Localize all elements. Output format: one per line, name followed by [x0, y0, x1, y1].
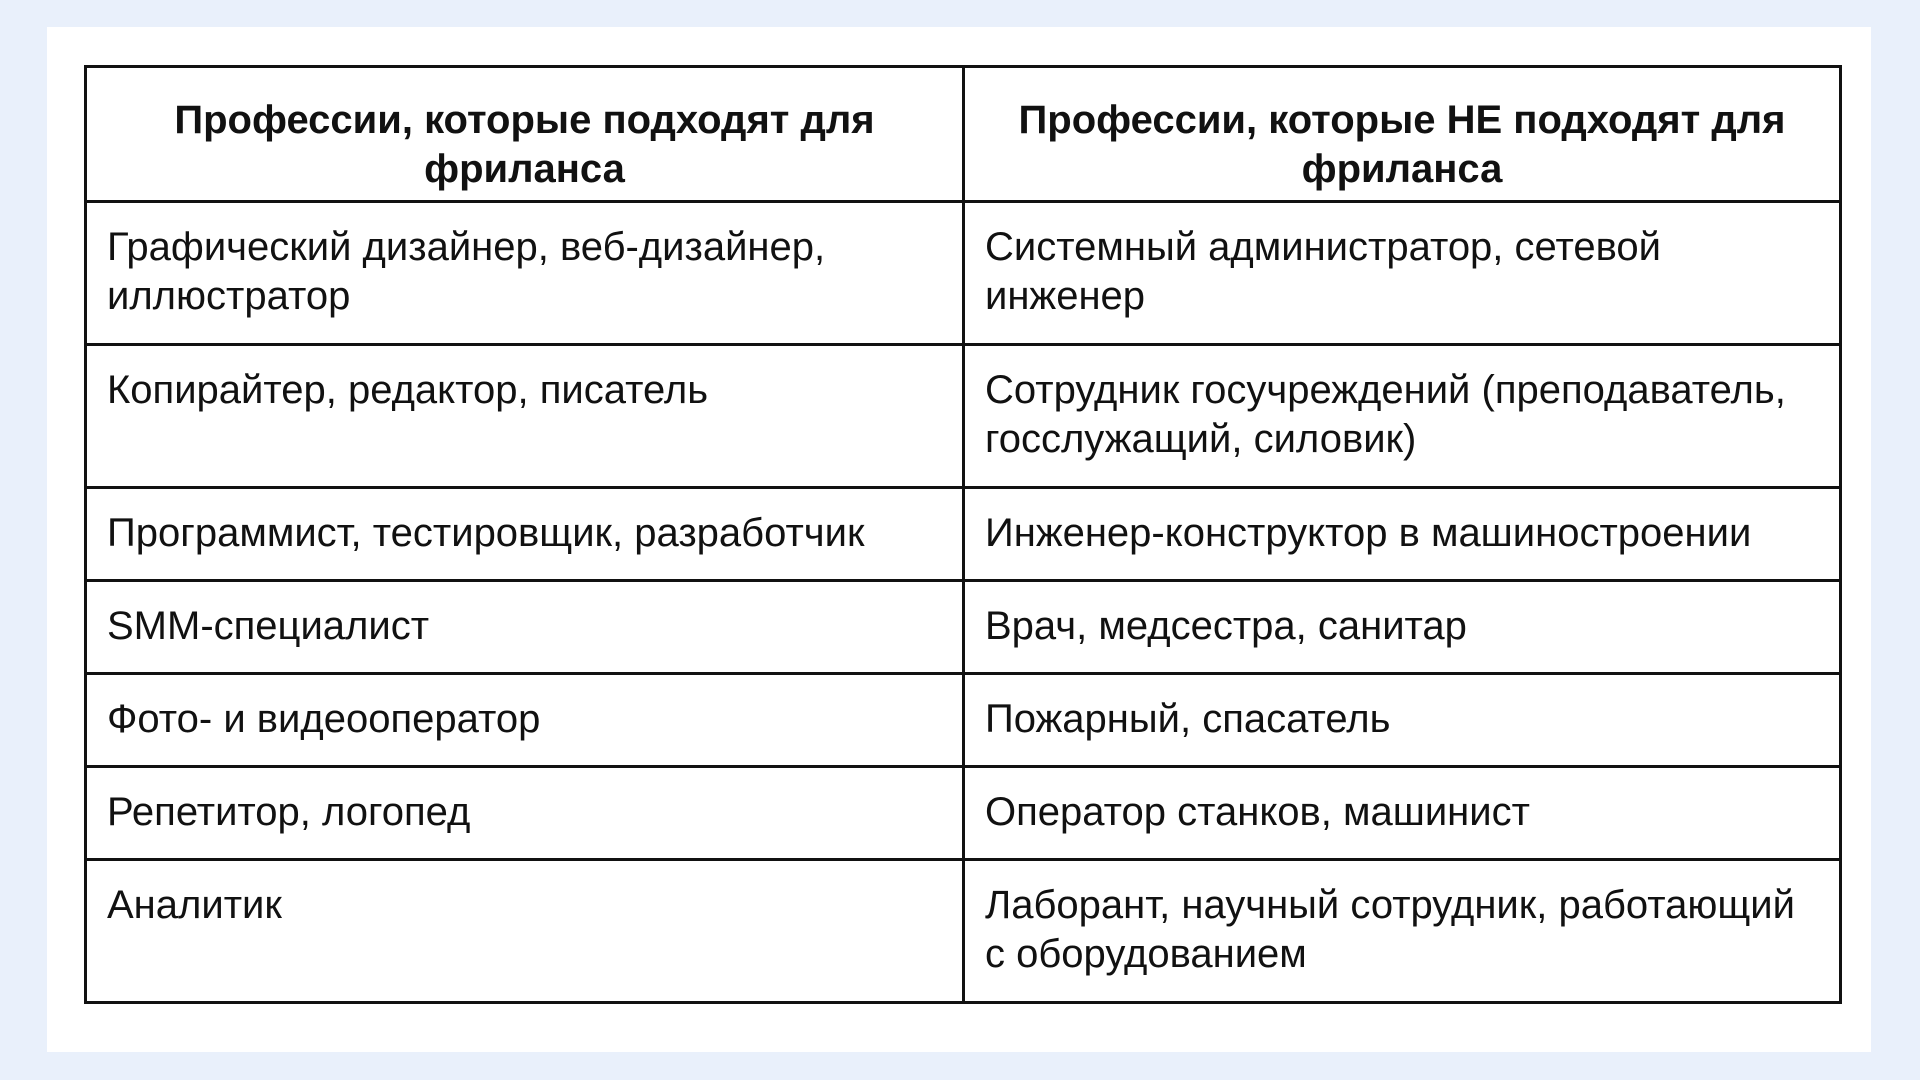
cell-suitable: Копирайтер, редактор, писатель	[86, 345, 964, 488]
header-suitable: Профессии, которые подходят для фриланса	[86, 67, 964, 202]
cell-suitable: Фото- и видеооператор	[86, 674, 964, 767]
table-row	[86, 581, 1841, 674]
table-row	[86, 345, 1841, 488]
cell-not-suitable: Врач, медсестра, санитар	[964, 581, 1841, 674]
table-header-row	[86, 67, 1841, 202]
professions-table	[84, 65, 1842, 1004]
cell-not-suitable: Пожарный, спасатель	[964, 674, 1841, 767]
cell-suitable: Репетитор, логопед	[86, 767, 964, 860]
cell-suitable: Аналитик	[86, 860, 964, 1003]
cell-suitable: SMM-специалист	[86, 581, 964, 674]
table-row	[86, 860, 1841, 1003]
cell-suitable: Графический дизайнер, веб-дизайнер, иллюстратор	[86, 202, 964, 345]
table-row	[86, 488, 1841, 581]
content-card	[47, 27, 1871, 1052]
header-not-suitable: Профессии, которые НЕ подходят для фриланса	[964, 67, 1841, 202]
table-row	[86, 767, 1841, 860]
cell-not-suitable: Сотрудник госучреждений (преподаватель, госслужащий, силовик)	[964, 345, 1841, 488]
cell-not-suitable: Инженер-конструктор в машиностроении	[964, 488, 1841, 581]
table-row	[86, 674, 1841, 767]
cell-not-suitable: Лаборант, научный сотрудник, работающий с оборудованием	[964, 860, 1841, 1003]
table-row	[86, 202, 1841, 345]
cell-not-suitable: Оператор станков, машинист	[964, 767, 1841, 860]
cell-not-suitable: Системный администратор, сетевой инженер	[964, 202, 1841, 345]
cell-suitable: Программист, тестировщик, разработчик	[86, 488, 964, 581]
